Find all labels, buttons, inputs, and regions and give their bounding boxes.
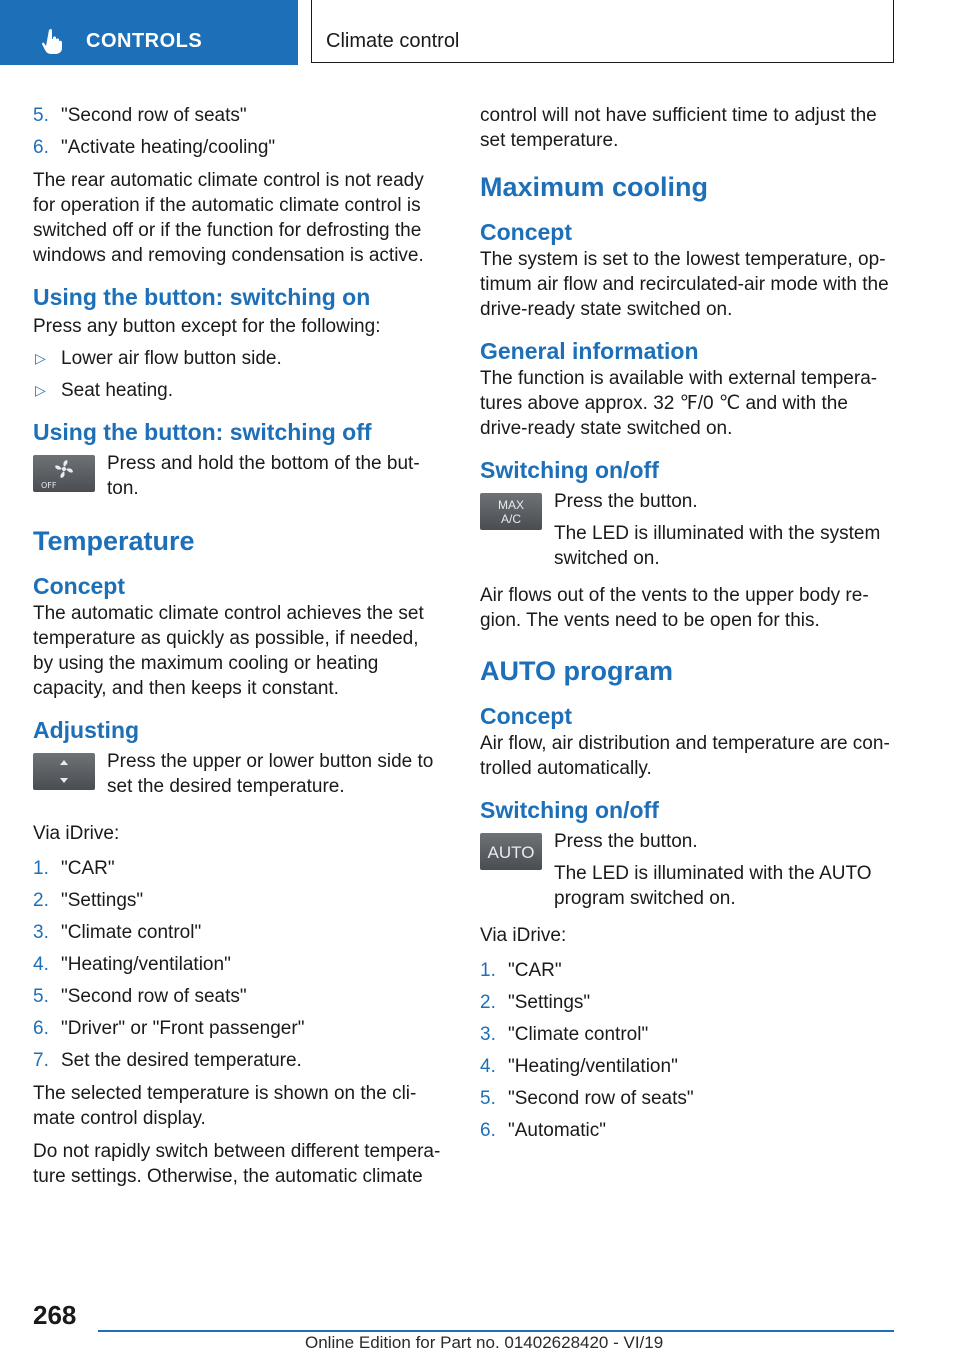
step-text: "CAR" <box>61 858 115 879</box>
fan-off-icon <box>33 455 95 492</box>
step-number: 3. <box>480 1024 496 1045</box>
paragraph-concept: Air flow, air distribution and temperature are controlled automatically. <box>480 733 890 779</box>
step-number: 6. <box>33 137 49 158</box>
step-number: 4. <box>480 1056 496 1077</box>
step-text: "Climate control" <box>508 1024 649 1045</box>
step-number: 4. <box>33 954 49 975</box>
section-tab <box>0 0 298 65</box>
list-item <box>33 920 443 945</box>
svg-text:MAX: MAX <box>497 498 525 512</box>
step-text: "Activate heating/cooling" <box>61 137 276 158</box>
paragraph-shown: The selected temperature is shown on the climate control display. <box>33 1083 417 1129</box>
hand-pointer-icon <box>40 28 64 54</box>
edition-note: Online Edition for Part no. 01402628420 - VI/19 <box>305 1333 664 1352</box>
max-led-text: The LED is illuminated with the system switched on. <box>554 523 881 569</box>
adjust-button-block <box>33 749 443 809</box>
step-number: 6. <box>480 1120 496 1141</box>
max-press-text: Press the button. <box>554 491 698 512</box>
off-button-text: Press and hold the bottom of the button. <box>107 453 420 499</box>
list-item <box>480 1118 895 1143</box>
svg-text:AUTO: AUTO <box>487 843 535 862</box>
heading-switching-on-off: Switching on/off <box>480 797 659 823</box>
step-text: "Second row of seats" <box>61 105 247 126</box>
list-item <box>33 888 443 913</box>
step-number: 3. <box>33 922 49 943</box>
step-number: 2. <box>33 890 49 911</box>
up-down-arrows-icon <box>33 753 95 790</box>
paragraph-not-ready: The rear automatic climate control is not ready for operation if the automatic climate control is switched off or if the function for defrosting the windows and removing condensation is active. <box>33 170 424 266</box>
step-text: "Heating/ventilation" <box>508 1056 678 1077</box>
list-item <box>33 135 443 160</box>
step-number: 1. <box>480 960 496 981</box>
heading-auto-program: AUTO program <box>480 656 674 686</box>
triangle-bullet-icon: ▷ <box>35 350 46 366</box>
step-number: 1. <box>33 858 49 879</box>
heading-switching-on-off: Switching on/off <box>480 457 659 483</box>
adjust-button-text: Press the upper or lower button side to set the desired temperature. <box>107 751 434 797</box>
step-text: "Climate control" <box>61 922 202 943</box>
step-number: 7. <box>33 1050 49 1071</box>
triangle-bullet-icon: ▷ <box>35 382 46 398</box>
heading-concept: Concept <box>33 573 125 599</box>
step-text: "Settings" <box>61 890 144 911</box>
auto-button-block <box>480 829 895 911</box>
step-number: 5. <box>33 986 49 1007</box>
step-number: 6. <box>33 1018 49 1039</box>
off-button-block <box>33 451 443 511</box>
section-title: CONTROLS <box>86 30 203 52</box>
step-number: 5. <box>480 1088 496 1109</box>
footer-divider <box>98 1330 894 1332</box>
auto-press-text: Press the button. <box>554 831 698 852</box>
step-number: 2. <box>480 992 496 1013</box>
step-text: "Heating/ventilation" <box>61 954 231 975</box>
left-column <box>33 103 443 1189</box>
page-number: 268 <box>33 1300 77 1330</box>
right-column <box>480 103 895 1143</box>
step-text: "Second row of seats" <box>61 986 247 1007</box>
heading-switch-off: Using the button: switching off <box>33 419 372 445</box>
svg-text:OFF: OFF <box>41 481 57 490</box>
heading-concept: Concept <box>480 219 572 245</box>
heading-max-cooling: Maximum cooling <box>480 172 709 202</box>
paragraph-concept: The system is set to the lowest temperature, optimum air flow and recirculated-air mode with the drive-ready state switched on. <box>480 249 889 320</box>
heading-adjusting: Adjusting <box>33 717 140 743</box>
heading-concept: Concept <box>480 703 572 729</box>
svg-text:A/C: A/C <box>500 512 522 526</box>
step-text: "Driver" or "Front passenger" <box>61 1018 305 1039</box>
paragraph-press-any: Press any button except for the following: <box>33 316 381 337</box>
paragraph-concept: The automatic climate control achieves the set temperature as quickly as possible, if needed, by using the maximum cooling or heating capacity, and then keeps it constant. <box>33 603 424 699</box>
via-idrive-label: Via iDrive: <box>33 823 120 844</box>
max-ac-button-icon <box>480 493 542 530</box>
list-item <box>33 1016 443 1041</box>
paragraph-continued: control will not have sufficient time to adjust the set temperature. <box>480 105 877 151</box>
list-item <box>33 1048 443 1073</box>
heading-temperature: Temperature <box>33 526 195 556</box>
step-text: "Second row of seats" <box>508 1088 694 1109</box>
heading-general-info: General information <box>480 338 699 364</box>
heading-switch-on: Using the button: switching on <box>33 284 371 310</box>
step-number: 5. <box>33 105 49 126</box>
via-idrive-label: Via iDrive: <box>480 925 567 946</box>
chapter-title: Climate control <box>326 30 460 52</box>
auto-button-icon <box>480 833 542 870</box>
chapter-tab <box>311 0 894 63</box>
paragraph-air: Air flows out of the vents to the upper body region. The vents need to be open for this. <box>480 585 869 631</box>
step-text: "CAR" <box>508 960 562 981</box>
list-item <box>33 856 443 881</box>
list-item <box>33 952 443 977</box>
list-item <box>480 1022 895 1047</box>
list-item <box>480 1086 895 1111</box>
bullet-text: Lower air flow button side. <box>61 348 282 369</box>
paragraph-do-not: Do not rapidly switch between different temperature settings. Otherwise, the automatic climate <box>33 1141 441 1187</box>
list-item <box>33 346 443 371</box>
list-item <box>480 990 895 1015</box>
list-item <box>480 958 895 983</box>
list-item <box>33 984 443 1009</box>
list-item <box>33 103 443 128</box>
step-text: "Settings" <box>508 992 591 1013</box>
step-text: "Automatic" <box>508 1120 606 1141</box>
step-text: Set the desired temperature. <box>61 1050 302 1071</box>
bullet-text: Seat heating. <box>61 380 173 401</box>
max-ac-button-block <box>480 489 895 571</box>
list-item <box>33 378 443 403</box>
list-item <box>480 1054 895 1079</box>
auto-led-text: The LED is illuminated with the AUTO program switched on. <box>554 863 872 909</box>
paragraph-general: The function is available with external temperatures above approx. 32 ℉/0 ℃ and with the drive-ready state switched on. <box>480 368 878 439</box>
